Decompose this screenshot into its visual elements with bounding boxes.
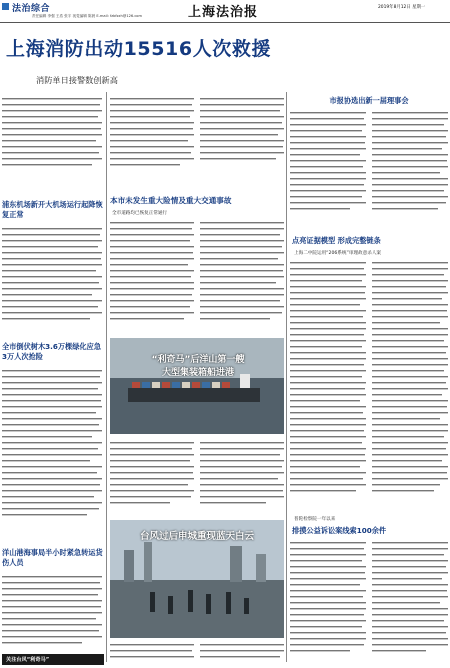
- section-icon: [2, 3, 9, 10]
- body-text-block: [110, 96, 284, 192]
- page-header: [0, 0, 450, 28]
- right-title-3: 排摸公益诉讼案线索100余件: [292, 526, 387, 535]
- right-title-2: 点亮证据模型 形成完整链条: [292, 236, 381, 245]
- body-text-block: [110, 642, 284, 664]
- body-text-block: [2, 574, 104, 650]
- header-rule: [0, 22, 450, 23]
- body-text-block: [2, 226, 104, 336]
- right-subtitle-2: 上海二中院运用“206系统”审理故意杀人案: [294, 251, 382, 256]
- body-text-block: [290, 540, 448, 664]
- section-name: 法治综合: [12, 4, 51, 14]
- body-text-block: [290, 110, 448, 228]
- left-title-1: 浦东机场新开大机场运行起降恢复正常: [2, 200, 103, 219]
- column-divider-left: [106, 92, 107, 662]
- body-text-block: [110, 440, 284, 520]
- mid-title-1: 本市未发生重大险情及重大交通事故: [110, 196, 232, 205]
- left-title-2: 全市倒伏树木3.6万棵绿化应急3万人次抢险: [2, 342, 101, 361]
- body-text-block: [110, 220, 284, 335]
- right-title-1: 市报协选出新一届理事会: [329, 96, 409, 105]
- photo1-caption: “利奇马”后洋山第一艘大型集装箱船进港: [151, 355, 245, 378]
- body-text-block: [290, 260, 448, 512]
- issue-date: 2019年8月12日 星期一: [378, 5, 426, 10]
- section-staff: 责任编辑 李强 王浩 张宇 视觉编辑 陈晨 E-mail: fzbfzzh@126.com: [32, 14, 142, 18]
- masthead: 上海法治报: [188, 5, 259, 20]
- footer-tag: 关注台风“利奇马”: [2, 654, 104, 665]
- lead-headline: 上海消防出动15516人次救援: [6, 38, 272, 60]
- body-text-block: [2, 368, 104, 528]
- body-text-block: [2, 96, 104, 176]
- mid-title-2: 台风过后申城重现蓝天白云: [139, 531, 254, 542]
- right-subtitle-3: 普陀检察院一年以来: [294, 517, 336, 522]
- mid-subtitle-1: 全市道路均已恢复正常通行: [112, 211, 168, 216]
- left-column: [2, 96, 104, 180]
- lead-subhead: 消防单日接警数创新高: [36, 75, 118, 85]
- left-title-3: 洋山港海事局半小时紧急转运货伤人员: [2, 548, 103, 567]
- column-divider-right: [286, 92, 287, 662]
